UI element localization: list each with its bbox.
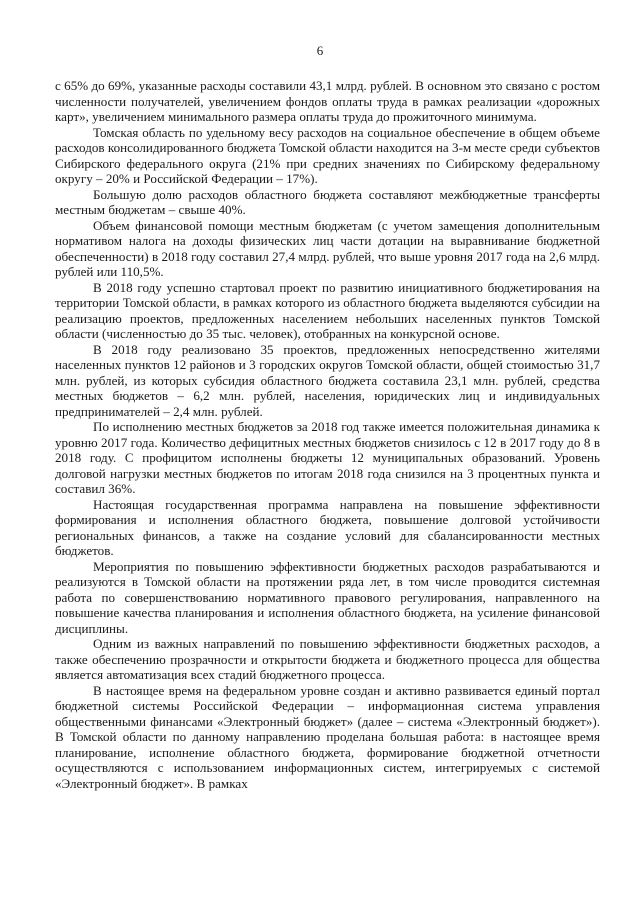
paragraph: Одним из важных направлений по повышению эффективности бюджетных расходов, а также обеспечению прозрачности и открытости бюджета и бюджетного процесса для общества является автоматизация всех стадий бюджетного процесса. [55,636,600,682]
paragraph: В 2018 году реализовано 35 проектов, предложенных непосредственно жителями населенных пунктов 12 районов и 3 городских округов Томской области, общей стоимостью 31,7 млн. рублей, из которых субсидия областного бюджета составила 23,1 млн. рублей, средства местных бюджетов – 6,2 млн. рублей, населения, юридических лиц и индивидуальных предпринимателей – 2,4 млн. рублей. [55,341,600,419]
paragraph: Настоящая государственная программа направлена на повышение эффективности формирования и исполнения областного бюджета, повышение долговой устойчивости региональных финансов, а также на создание условий для сбалансированности местных бюджетов. [55,496,600,558]
paragraph: Большую долю расходов областного бюджета составляют межбюджетные трансферты местным бюджетам – свыше 40%. [55,186,600,217]
paragraph: По исполнению местных бюджетов за 2018 год также имеется положительная динамика к уровню 2017 года. Количество дефицитных местных бюджетов снизилось с 12 в 2017 году до 8 в 2018 году. С профицитом исполнены бюджеты 12 муниципальных образований. Уровень долговой нагрузки местных бюджетов по итогам 2018 года снизился на 3 процентных пункта и составил 36%. [55,419,600,496]
paragraph: Томская область по удельному весу расходов на социальное обеспечение в общем объеме расходов консолидированного бюджета Томской области находится на 3-м месте среди субъектов Сибирского федерального округа (21% при средних значениях по Сибирскому федеральному округу – 20% и Российской Федерации – 17%). [55,124,600,186]
paragraph: Объем финансовой помощи местным бюджетам (с учетом замещения дополнительным нормативом налога на доходы физических лиц части дотации на выравнивание бюджетной обеспеченности) в 2018 году составил 27,4 млрд. рублей, что выше уровня 2017 года на 2,6 млрд. рублей или 110,5%. [55,217,600,279]
page-number: 6 [316,43,324,58]
paragraph: Мероприятия по повышению эффективности бюджетных расходов разрабатываются и реализуются в Томской области на протяжении ряда лет, в том числе проводится системная работа по совершенствованию нормативного правового регулирования, направленного на повышение качества планирования и исполнения областного бюджета, на усиление финансовой дисциплины. [55,558,600,636]
paragraph: В настоящее время на федеральном уровне создан и активно развивается единый портал бюджетной системы Российской Федерации – информационная система управления общественными финансами «Электронный бюджет» (далее – система «Электронный бюджет»). В Томской области по данному направлению проделана большая работа: в настоящее время планирование, исполнение областного бюджета, формирование бюджетной отчетности осуществляются с использованием информационных систем, интегрируемых с системой «Электронный бюджет». В рамках [55,682,600,791]
paragraph: с 65% до 69%, указанные расходы составили 43,1 млрд. рублей. В основном это связано с ростом численности получателей, увеличением фондов оплаты труда в рамках реализации «дорожных карт», увеличением минимального размера оплаты труда до прожиточного минимума. [55,78,600,124]
document-body [55,78,600,791]
paragraph: В 2018 году успешно стартовал проект по развитию инициативного бюджетирования на территории Томской области, в рамках которого из областного бюджета выделяются субсидии на реализацию проектов, предложенных населением небольших населенных пунктов Томской области (численностью до 35 тыс. человек), отобранных на конкурсной основе. [55,279,600,341]
